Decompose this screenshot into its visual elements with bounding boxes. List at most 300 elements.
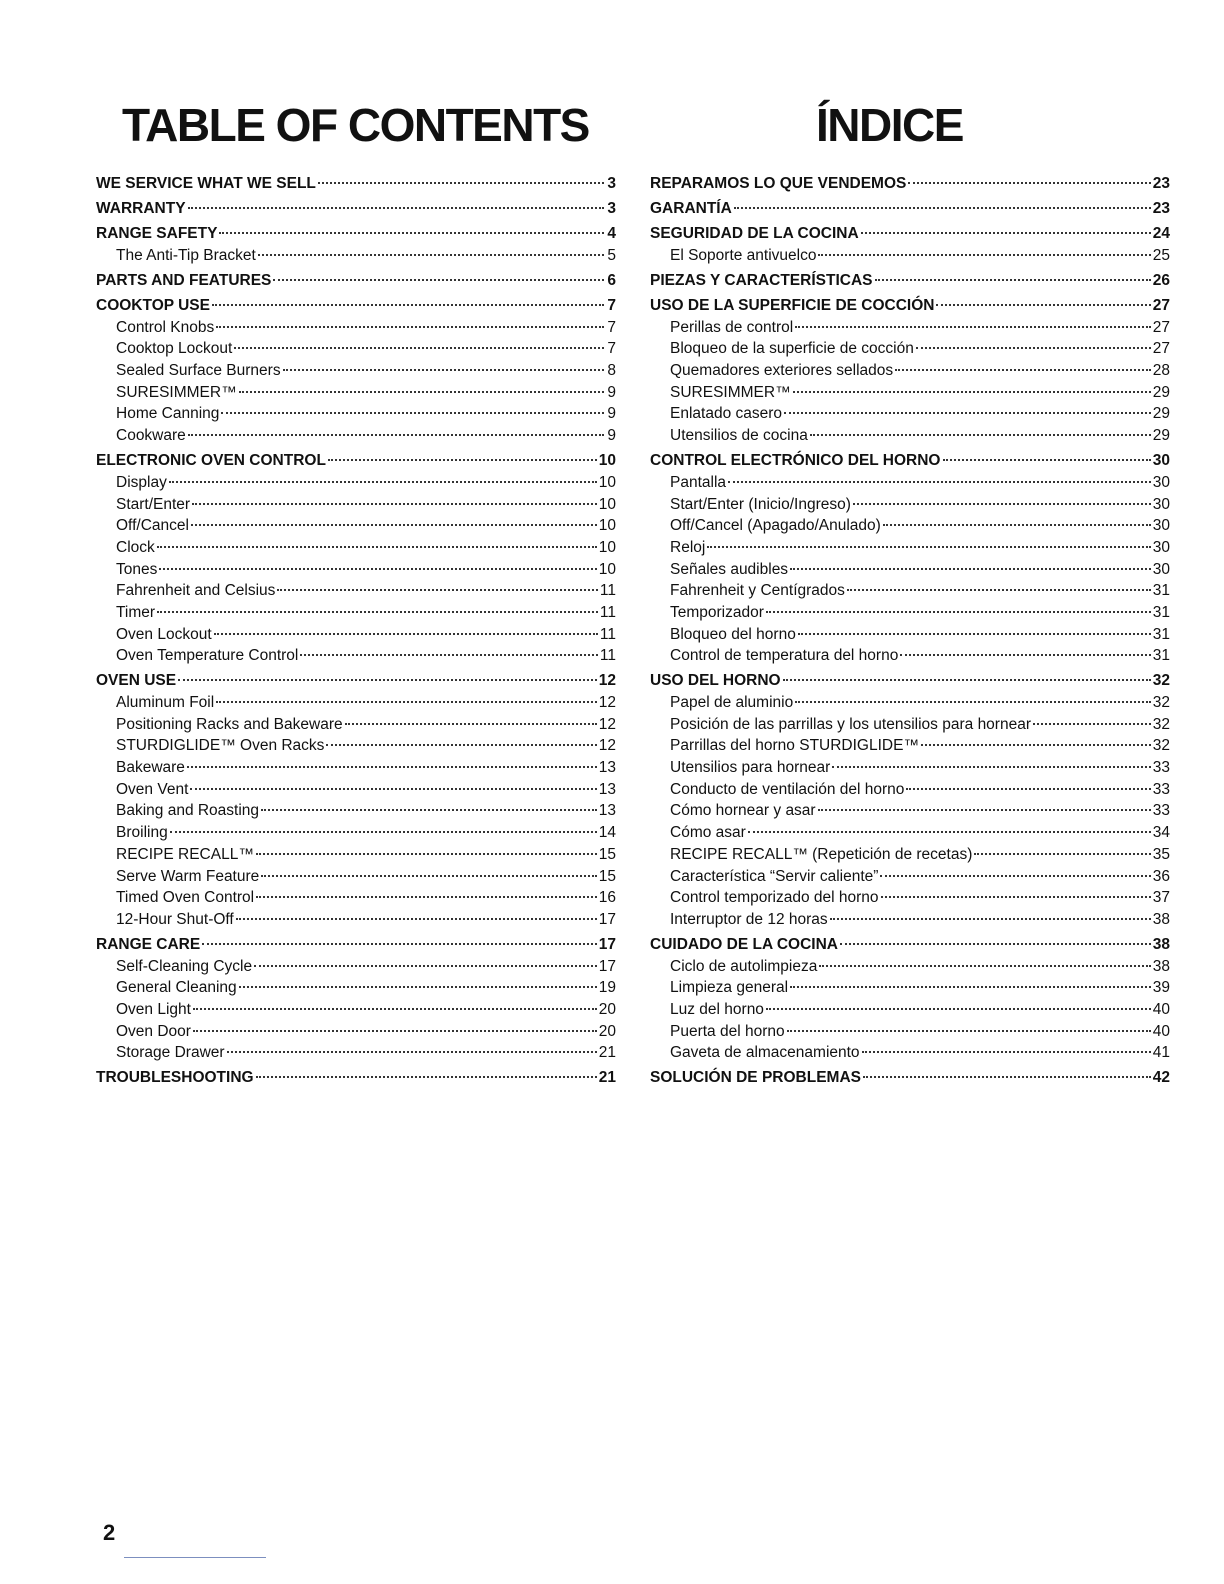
toc-entry-label: Clock [116,538,155,556]
toc-entry-page: 12 [598,715,616,733]
toc-entry-label: WE SERVICE WHAT WE SELL [96,175,316,192]
toc-entry-label: Posición de las parrillas y los utensilios para hornear [670,715,1031,733]
dot-leader [254,965,597,967]
toc-entry-label: Utensilios para hornear [670,759,831,777]
toc-subentry[interactable] [96,338,616,360]
toc-entry-label: STURDIGLIDE™ Oven Racks [116,737,325,755]
toc-entry-page: 38 [1152,957,1170,975]
toc-entry-page: 17 [598,935,616,953]
toc-entry-label: Fahrenheit y Centígrados [670,582,845,600]
toc-section-entry[interactable] [650,170,1170,195]
toc-entry-label: Off/Cancel [116,517,189,535]
toc-subentry[interactable] [650,844,1170,866]
toc-entry-label: Utensilios de cocina [670,427,808,445]
toc-section-entry[interactable] [96,667,616,692]
toc-entry-label: Luz del horno [670,1000,764,1018]
toc-entry-label: CONTROL ELECTRÓNICO DEL HORNO [650,451,941,469]
toc-entry-page: 7 [607,296,616,314]
toc-entry-label: PIEZAS Y CARACTERÍSTICAS [650,271,873,289]
toc-subentry[interactable] [96,403,616,425]
toc-entry-page: 24 [1152,225,1170,242]
toc-entry-page: 30 [1152,473,1170,491]
toc-subentry[interactable] [96,714,616,736]
toc-entry-page: 12 [598,672,616,689]
toc-entry-page: 30 [1152,495,1170,513]
dot-leader [178,679,597,681]
toc-entry-label: Baking and Roasting [116,802,260,820]
toc-subentry[interactable] [96,757,616,779]
toc-subentry[interactable] [650,714,1170,736]
toc-entry-page: 12 [598,694,616,711]
toc-entry-label: Oven Lockout [116,625,212,643]
toc-subentry[interactable] [650,382,1170,404]
toc-entry-label: SOLUCIÓN DE PROBLEMAS [650,1069,861,1086]
dot-leader [236,918,597,920]
toc-entry-page: 35 [1152,845,1170,863]
dot-leader [328,459,597,461]
toc-entry-label: Positioning Racks and Bakeware [116,715,343,733]
toc-entry-page: 3 [607,200,616,217]
toc-entry-page: 9 [607,405,616,423]
dot-leader [187,766,597,768]
toc-entry-label: Ciclo de autolimpieza [670,957,818,975]
toc-entry-label: Start/Enter (Inicio/Ingreso) [670,495,851,513]
toc-section-entry[interactable] [96,170,616,195]
toc-subentry[interactable] [96,977,616,999]
toc-subentry[interactable] [96,537,616,559]
toc-entry-label: Self-Cleaning Cycle [116,957,253,975]
dot-leader [1033,723,1151,725]
dot-leader [157,546,597,548]
dot-leader [875,279,1151,281]
toc-subentry[interactable] [96,559,616,581]
toc-subentry[interactable] [96,515,616,537]
toc-entry-label: Fahrenheit and Celsius [116,582,276,600]
toc-entry-page: 10 [598,538,616,556]
toc-entry-page: 21 [598,1069,616,1086]
toc-subentry[interactable] [96,245,616,267]
toc-entry-page: 42 [1152,1069,1170,1086]
toc-entry-label: Característica “Servir caliente” [670,867,879,885]
toc-entry-label: Display [116,473,167,491]
toc-entry-label: Tones [116,560,158,578]
dot-leader [256,896,597,898]
toc-entry-label: Bloqueo de la superficie de cocción [670,340,914,358]
toc-entry-label: ELECTRONIC OVEN CONTROL [96,451,326,469]
toc-section-entry[interactable] [96,1064,616,1089]
toc-entry-page: 6 [607,271,616,289]
toc-entry-page: 30 [1152,451,1170,469]
toc-subentry[interactable] [96,624,616,646]
dot-leader [819,965,1150,967]
toc-entry-page: 10 [598,560,616,578]
toc-subentry[interactable] [96,956,616,978]
toc-subentry[interactable] [96,999,616,1021]
toc-entry-page: 10 [598,473,616,491]
toc-subentry[interactable] [96,425,616,447]
toc-subentry[interactable] [650,977,1170,999]
toc-entry-label: OVEN USE [96,672,177,689]
dot-leader [212,304,604,306]
toc-subentry[interactable] [96,472,616,494]
dot-leader [748,831,1151,833]
toc-entry-label: Cómo hornear y asar [670,802,816,820]
toc-subentry[interactable] [650,624,1170,646]
toc-entry-page: 9 [607,383,616,401]
toc-section-entry[interactable] [96,292,616,317]
toc-entry-label: SEGURIDAD DE LA COCINA [650,225,859,242]
toc-section-entry[interactable] [650,931,1170,956]
toc-entry-label: PARTS AND FEATURES [96,271,272,289]
dot-leader [256,853,597,855]
toc-entry-page: 11 [599,625,616,643]
toc-section-entry[interactable] [650,1064,1170,1089]
toc-entry-page: 27 [1152,318,1170,336]
toc-title-spanish: ÍNDICE [816,99,963,151]
toc-section-entry[interactable] [650,267,1170,292]
toc-entry-label: Pantalla [670,473,727,491]
toc-entry-page: 31 [1152,582,1170,600]
toc-entry-label: Aluminum Foil [116,694,215,711]
toc-subentry[interactable] [650,692,1170,714]
toc-subentry[interactable] [650,645,1170,667]
toc-subentry[interactable] [96,317,616,339]
dot-leader [169,481,597,483]
toc-entry-page: 11 [599,603,616,621]
toc-entry-label: USO DEL HORNO [650,672,781,689]
toc-entry-page: 11 [599,647,616,665]
dot-leader [880,875,1150,877]
toc-entry-page: 25 [1152,247,1170,264]
toc-entry-page: 40 [1152,1022,1170,1040]
dot-leader [191,524,597,526]
toc-entry-label: Quemadores exteriores sellados [670,362,894,380]
toc-section-entry[interactable] [96,220,616,245]
toc-entry-label: Off/Cancel (Apagado/Anulado) [670,517,881,535]
toc-subentry[interactable] [650,822,1170,844]
toc-entry-label: Limpieza general [670,979,789,997]
toc-subentry[interactable] [96,580,616,602]
dot-leader [193,1008,597,1010]
toc-entry-page: 33 [1152,780,1170,798]
toc-entry-label: CUIDADO DE LA COCINA [650,935,839,953]
toc-section-entry[interactable] [650,195,1170,220]
toc-subentry[interactable] [650,956,1170,978]
toc-section-entry[interactable] [650,667,1170,692]
toc-entry-label: Temporizador [670,603,764,621]
dot-leader [921,744,1151,746]
toc-subentry[interactable] [96,494,616,516]
dot-leader [202,943,597,945]
toc-entry-page: 31 [1152,625,1170,643]
toc-entry-page: 13 [598,759,616,777]
toc-subentry[interactable] [650,1021,1170,1043]
dot-leader [159,568,596,570]
toc-entry-page: 41 [1152,1044,1170,1062]
toc-entry-label: Broiling [116,824,168,842]
toc-subentry[interactable] [650,887,1170,909]
dot-leader [784,412,1151,414]
dot-leader [840,943,1151,945]
toc-entry-label: WARRANTY [96,200,186,217]
toc-entry-page: 28 [1152,362,1170,380]
toc-entry-page: 33 [1152,802,1170,820]
dot-leader [239,391,604,393]
toc-subentry[interactable] [650,757,1170,779]
dot-leader [258,254,604,256]
dot-leader [190,788,596,790]
dot-leader [862,1051,1151,1053]
dot-leader [847,589,1151,591]
toc-subentry[interactable] [650,602,1170,624]
toc-entry-page: 26 [1152,271,1170,289]
toc-entry-page: 38 [1152,910,1170,928]
toc-entry-label: Conducto de ventilación del horno [670,780,905,798]
dot-leader [188,434,604,436]
toc-entry-label: Control temporizado del horno [670,889,879,907]
toc-entry-page: 19 [598,979,616,997]
dot-leader [221,412,604,414]
dot-leader [908,182,1150,184]
dot-leader [261,809,597,811]
dot-leader [790,986,1151,988]
toc-subentry[interactable] [650,735,1170,757]
toc-subentry[interactable] [96,800,616,822]
dot-leader [214,633,598,635]
toc-entry-page: 4 [607,225,616,242]
dot-leader [818,809,1151,811]
dot-leader [728,481,1151,483]
dot-leader [219,232,604,234]
toc-entry-page: 15 [598,867,616,885]
dot-leader [798,633,1151,635]
toc-section-entry[interactable] [96,195,616,220]
toc-subentry[interactable] [650,472,1170,494]
toc-subentry[interactable] [650,559,1170,581]
page-number: 2 [103,1520,116,1545]
toc-entry-page: 29 [1152,427,1170,445]
toc-entry-label: Cooktop Lockout [116,340,233,358]
dot-leader [830,918,1151,920]
toc-entry-page: 36 [1152,867,1170,885]
footer-rule [124,1557,266,1558]
toc-entry-page: 37 [1152,889,1170,907]
dot-leader [193,1030,597,1032]
toc-entry-page: 29 [1152,405,1170,423]
toc-entry-page: 30 [1152,517,1170,535]
dot-leader [216,326,604,328]
toc-entry-page: 14 [598,824,616,842]
toc-entry-label: RANGE CARE [96,935,201,953]
toc-entry-page: 23 [1152,175,1170,192]
toc-entry-page: 34 [1152,824,1170,842]
toc-entry-label: RECIPE RECALL™ (Repetición de recetas) [670,845,973,863]
toc-subentry[interactable] [96,1042,616,1064]
toc-entry-page: 20 [598,1022,616,1040]
toc-entry-page: 7 [607,340,616,358]
dot-leader [790,568,1151,570]
dot-leader [883,524,1151,526]
toc-subentry[interactable] [96,779,616,801]
toc-entry-label: Parrillas del horno STURDIGLIDE™ [670,737,919,755]
dot-leader [861,232,1151,234]
dot-leader [906,788,1150,790]
dot-leader [283,369,604,371]
toc-subentry[interactable] [96,822,616,844]
toc-subentry[interactable] [96,692,616,714]
dot-leader [157,611,598,613]
dot-leader [234,347,604,349]
toc-subentry[interactable] [650,779,1170,801]
toc-subentry[interactable] [650,909,1170,931]
toc-subentry[interactable] [650,245,1170,267]
toc-entry-page: 3 [607,175,616,192]
toc-entry-label: Bloqueo del horno [670,625,796,643]
toc-entry-page: 31 [1152,603,1170,621]
toc-entry-page: 27 [1152,340,1170,358]
dot-leader [707,546,1150,548]
toc-subentry[interactable] [650,515,1170,537]
dot-leader [326,744,596,746]
toc-section-entry[interactable] [96,447,616,472]
toc-entry-label: Cómo asar [670,824,746,842]
toc-entry-page: 32 [1152,737,1170,755]
toc-entry-label: El Soporte antivuelco [670,247,817,264]
toc-subentry[interactable] [96,382,616,404]
toc-entry-label: Timer [116,603,156,621]
toc-subentry[interactable] [650,999,1170,1021]
dot-leader [818,254,1150,256]
dot-leader [766,1008,1151,1010]
toc-entry-label: 12-Hour Shut-Off [116,910,234,928]
toc-list-spanish [650,170,1170,1089]
toc-entry-page: 29 [1152,383,1170,401]
dot-leader [895,369,1151,371]
toc-entry-page: 5 [607,247,616,264]
dot-leader [916,347,1151,349]
toc-entry-page: 11 [599,582,616,600]
toc-subentry[interactable] [650,425,1170,447]
toc-entry-label: SURESIMMER™ [670,383,791,401]
toc-entry-label: Señales audibles [670,560,789,578]
toc-section-entry[interactable] [650,292,1170,317]
toc-subentry[interactable] [650,338,1170,360]
toc-entry-page: 39 [1152,979,1170,997]
toc-entry-page: 15 [598,845,616,863]
toc-entry-label: Puerta del horno [670,1022,785,1040]
dot-leader [881,896,1151,898]
toc-entry-label: Bakeware [116,759,185,777]
toc-entry-page: 31 [1152,647,1170,665]
toc-entry-page: 10 [598,451,616,469]
toc-entry-label: Enlatado casero [670,405,783,423]
toc-entry-page: 13 [598,802,616,820]
toc-entry-page: 16 [598,889,616,907]
dot-leader [227,1051,597,1053]
toc-entry-label: Interruptor de 12 horas [670,910,828,928]
dot-leader [783,679,1151,681]
dot-leader [863,1076,1151,1078]
toc-subentry[interactable] [96,887,616,909]
toc-section-entry[interactable] [96,931,616,956]
toc-entry-label: The Anti-Tip Bracket [116,247,256,264]
toc-subentry[interactable] [650,494,1170,516]
toc-entry-label: COOKTOP USE [96,296,210,314]
dot-leader [277,589,598,591]
toc-subentry[interactable] [650,580,1170,602]
toc-entry-label: SURESIMMER™ [116,383,237,401]
toc-subentry[interactable] [96,360,616,382]
toc-entry-label: RECIPE RECALL™ [116,845,254,863]
toc-subentry[interactable] [96,909,616,931]
dot-leader [936,304,1150,306]
toc-entry-label: Control Knobs [116,318,215,336]
toc-list-english [96,170,616,1089]
toc-entry-label: Control de temperatura del horno [670,647,899,665]
toc-subentry[interactable] [650,800,1170,822]
dot-leader [261,875,596,877]
dot-leader [787,1030,1151,1032]
dot-leader [192,503,597,505]
toc-subentry[interactable] [650,537,1170,559]
dot-leader [170,831,597,833]
toc-entry-page: 23 [1152,200,1170,217]
toc-subentry[interactable] [96,602,616,624]
toc-entry-label: TROUBLESHOOTING [96,1069,254,1086]
toc-entry-page: 38 [1152,935,1170,953]
toc-subentry[interactable] [650,866,1170,888]
dot-leader [256,1076,597,1078]
toc-subentry[interactable] [650,317,1170,339]
toc-entry-label: Start/Enter [116,495,191,513]
toc-entry-page: 17 [598,910,616,928]
toc-entry-label: General Cleaning [116,979,237,997]
dot-leader [943,459,1151,461]
toc-entry-page: 30 [1152,538,1170,556]
toc-entry-page: 13 [598,780,616,798]
toc-entry-page: 32 [1152,672,1170,689]
toc-subentry[interactable] [650,360,1170,382]
toc-entry-page: 7 [607,318,616,336]
toc-subentry[interactable] [96,844,616,866]
dot-leader [900,654,1150,656]
toc-entry-label: Oven Light [116,1000,191,1018]
toc-subentry[interactable] [96,645,616,667]
dot-leader [795,326,1151,328]
dot-leader [974,853,1150,855]
toc-section-entry[interactable] [650,447,1170,472]
toc-entry-page: 30 [1152,560,1170,578]
toc-entry-label: Gaveta de almacenamiento [670,1044,860,1062]
toc-entry-label: Home Canning [116,405,220,423]
toc-section-entry[interactable] [650,220,1170,245]
dot-leader [734,207,1151,209]
toc-subentry[interactable] [96,1021,616,1043]
toc-entry-label: Oven Door [116,1022,191,1040]
toc-entry-label: Cookware [116,427,186,445]
toc-title-english: TABLE OF CONTENTS [122,99,589,151]
toc-subentry[interactable] [650,1042,1170,1064]
toc-entry-page: 10 [598,495,616,513]
dot-leader [239,986,597,988]
toc-section-entry[interactable] [96,267,616,292]
toc-entry-label: Sealed Surface Burners [116,362,281,380]
toc-subentry[interactable] [96,735,616,757]
toc-subentry[interactable] [96,866,616,888]
toc-entry-page: 33 [1152,759,1170,777]
toc-subentry[interactable] [650,403,1170,425]
toc-entry-label: Perillas de control [670,318,794,336]
